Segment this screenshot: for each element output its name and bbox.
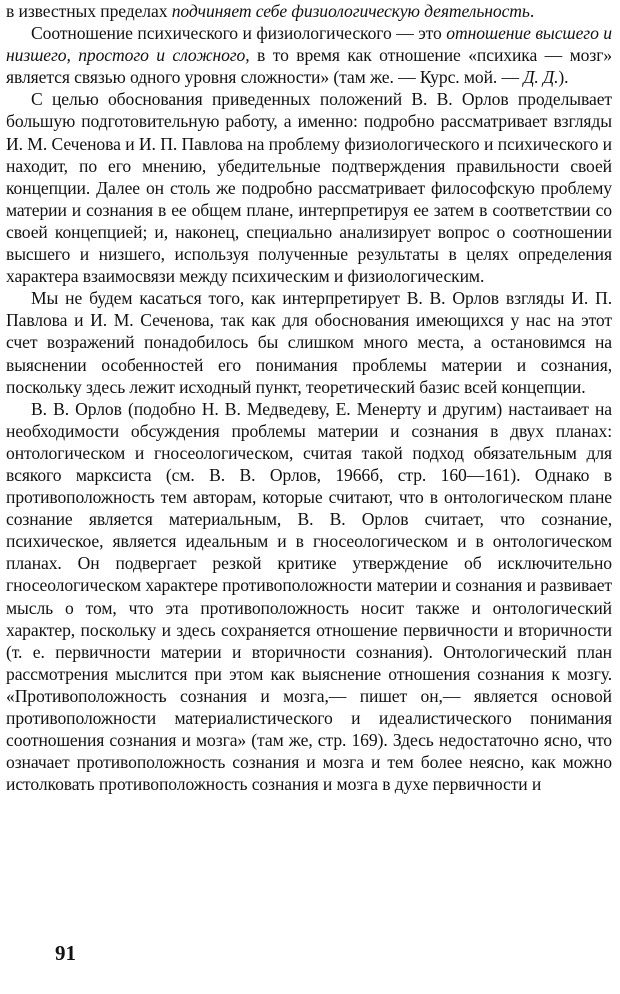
text-run: Соотношение психического и физиологического — это <box>31 23 447 44</box>
text-run: в то время как отношение «психика — мозг» является связью одного уровня сложности» (там же. — Курс. мой. — <box>6 45 613 88</box>
body-text <box>6 0 612 795</box>
text-run: ). <box>558 67 569 88</box>
text-run: в известных пределах <box>6 1 172 21</box>
paragraph <box>6 22 612 88</box>
italic-run: Д. Д. <box>523 67 559 88</box>
italic-run: отношение высшего и низшего, простого и сложного, <box>6 23 612 66</box>
paragraph <box>6 287 612 397</box>
paragraph <box>6 398 612 796</box>
text-run: В. В. Орлов (подобно Н. В. Медведеву, Е. Менерту и другим) настаивает на необходимости обсуждения проблемы материи и сознания в двух планах: онтологическом и гносеологическом, считая такой подход обязательным для всякого марксиста (см. В. В. Орлов, 1966б, стр. 160—161). Однако в противоположность тем авторам, которые считают, что в онтологическом плане сознание является материальным, В. В. Орлов считает, что сознание, психическое, является идеальным и в гносеологическом и в онтологическом планах. Он подвергает резкой критике утверждение об исключительно гносеологическом характере противоположности материи и сознания и развивает мысль о том, что эта противоположность носит также и онтологический характер, поскольку и здесь сохраняется отношение первичности и вторичности (т. е. первичности материи и вторичности сознания). Онтологический план рассмотрения мыслится при этом как выяснение отношения сознания к мозгу. «Противоположность сознания и мозга,— пишет он,— является основой противоположности материалистического и идеалистического понимания соотношения сознания и мозга» (там же, стр. 169). Здесь недостаточно ясно, что означает противоположность сознания и мозга и тем более неясно, как можно истолковать противоположность сознания и мозга в духе первичности и <box>6 398 612 795</box>
page-number: 91 <box>55 941 76 965</box>
text-run: Мы не будем касаться того, как интерпретирует В. В. Орлов взгляды И. П. Павлова и И. М. Сеченова, так как для обоснования имеющихся у нас на этот счет возражений понадобилось бы слишком много места, а остановимся на выяснении особенностей его понимания проблемы материи и сознания, поскольку здесь лежит исходный пункт, теоретический базис всей концепции. <box>6 288 612 397</box>
text-run: . <box>529 1 535 21</box>
italic-run: подчиняет себе физиологическую деятельность <box>171 1 530 21</box>
paragraph-continuation <box>6 0 612 22</box>
paragraph <box>6 88 612 287</box>
text-run: С целью обоснования приведенных положений В. В. Орлов проделывает большую подготовительную работу, а именно: подробно рассматривает взгляды И. М. Сеченова и И. П. Павлова на проблему физиологического и психического и находит, по его мнению, убедительные подтверждения правильности своей концепции. Далее он столь же подробно рассматривает философскую проблему материи и сознания в ее общем плане, интерпретируя ее затем в соответствии со своей концепцией; и, наконец, специально анализирует вопрос о соотношении высшего и низшего, используя полученные результаты в целях определения характера взаимосвязи между психическим и физиологическим. <box>6 89 612 287</box>
